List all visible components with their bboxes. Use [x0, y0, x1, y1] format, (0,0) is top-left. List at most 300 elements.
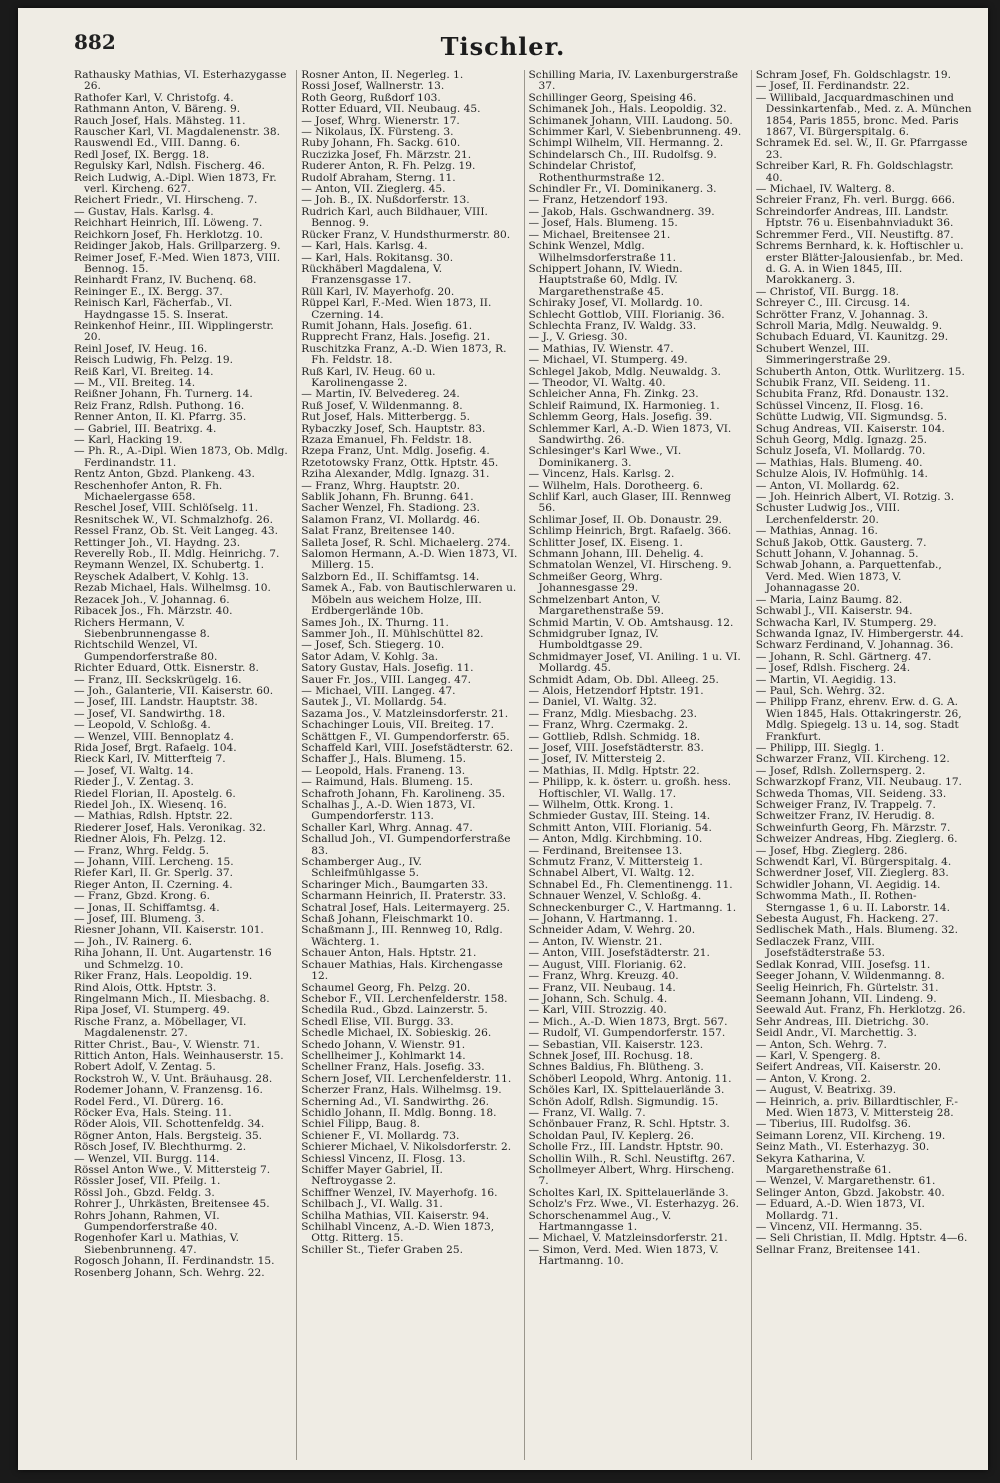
directory-entry: — Rudolf, VI. Gumpendorferstr. 157. — [528, 1027, 726, 1040]
directory-entry: Sammer Joh., II. Mühlschüttel 82. — [301, 627, 484, 640]
directory-entry: — Franz, VI. Wallg. 7. — [528, 1106, 646, 1119]
directory-entry: Schedle Michael, IX. Sobieskig. 26. — [301, 1027, 492, 1040]
directory-entry: Röder Alois, VII. Schottenfeldg. 34. — [74, 1118, 265, 1131]
directory-entry: — Anton, V. Krong. 2. — [755, 1072, 871, 1085]
directory-entry: Schippert Johann, IV. Wiedn. Hauptstraße 60, Mdlg. IV. Margarethenstraße 45. — [528, 262, 683, 298]
directory-entry: Schuh Georg, Mdlg. Ignazg. 25. — [755, 434, 928, 446]
directory-entry: Schütte Ludwig, VII. Sigmundsg. 5. — [755, 411, 948, 424]
directory-entry: — Mathias, II. Mdlg. Hptstr. 22. — [528, 764, 700, 777]
directory-entry: Rieck Karl, IV. Mitterfteig 7. — [74, 753, 226, 766]
directory-entry: Rzaza Emanuel, Fh. Feldstr. 18. — [301, 434, 472, 446]
directory-entry: Reißner Johann, Fh. Turnerg. 14. — [74, 388, 253, 401]
directory-entry: Regulsky Karl, Ndlsh. Fischerg. 46. — [74, 160, 265, 173]
directory-entry: Schuberth Anton, Ottk. Wurlitzerg. 15. — [755, 365, 965, 378]
directory-entry: Satory Gustav, Hals. Josefig. 11. — [301, 662, 474, 675]
directory-entry: Salamon Franz, VI. Mollardg. 46. — [301, 513, 481, 526]
directory-entry: Schwidler Johann, VI. Aegidig. 14. — [755, 878, 941, 891]
directory-entry: Schreiber Karl, R. Fh. Goldschlagstr. 40. — [755, 160, 954, 184]
directory-entry: Resnitschek W., VI. Schmalzhofg. 26. — [74, 513, 273, 526]
directory-entry: Schlimar Josef, II. Ob. Donaustr. 29. — [528, 513, 723, 526]
directory-entry: Schollmeyer Albert, Whrg. Hirscheng. 7. — [528, 1164, 735, 1188]
directory-entry: Sazama Jos., V. Matzleinsdorferstr. 21. — [301, 707, 509, 720]
directory-entry: Seifert Andreas, VII. Kaiserstr. 20. — [755, 1061, 941, 1074]
directory-entry: Ruczizka Josef, Fh. Märzstr. 21. — [301, 148, 472, 161]
directory-entry: — Michael, VIII. Langeg. 47. — [301, 684, 456, 697]
directory-entry: Schwanda Ignaz, IV. Himbergerstr. 44. — [755, 627, 964, 640]
directory-entry: Schern Josef, VII. Lerchenfelderstr. 11. — [301, 1072, 512, 1085]
directory-entry: — Paul, Sch. Wehrg. 32. — [755, 684, 885, 697]
directory-entry: Schutt Johann, V. Johannag. 5. — [755, 548, 919, 561]
directory-entry: Schauer Mathias, Hals. Kirchengasse 12. — [301, 958, 503, 983]
directory-entry: Schiffer Mayer Gabriel, II. Neftroygasse 2. — [301, 1164, 443, 1188]
directory-entry: Salomon Hermann, A.-D. Wien 1873, VI. Millerg. 15. — [301, 548, 518, 572]
directory-entry: Riha Johann, II. Unt. Augartenstr. 16 und Schmelzg. 10. — [74, 947, 272, 971]
directory-entry: Schimanek Joh., Hals. Leopoldig. 32. — [528, 103, 727, 116]
directory-entry: Richtschild Wenzel, VI. Gumpendorferstraße 80. — [74, 639, 218, 663]
directory-entry: Rosner Anton, II. Negerleg. 1. — [301, 70, 464, 81]
directory-entry: Schiffner Wenzel, IV. Mayerhofg. 16. — [301, 1186, 498, 1199]
directory-entry: — Wenzel, VII. Burgg. 114. — [74, 1152, 220, 1165]
directory-entry: Schmidt Adam, Ob. Dbl. Alleeg. 25. — [528, 673, 719, 686]
directory-entry: Riedel Florian, II. Apostelg. 6. — [74, 787, 236, 800]
directory-entry: Sedlischek Math., Hals. Blumeng. 32. — [755, 924, 959, 937]
directory-entry: — Franz, Hetzendorf 193. — [528, 194, 668, 207]
directory-entry: — Johann, Sch. Schulg. 4. — [528, 992, 668, 1005]
directory-entry: — Daniel, VI. Waltg. 32. — [528, 696, 657, 709]
directory-entry: — Anton, Sch. Wehrg. 7. — [755, 1038, 887, 1051]
directory-entry: — Wilhelm, Ottk. Krong. 1. — [528, 799, 674, 811]
directory-entry: — Anton, VI. Mollardg. 62. — [755, 479, 900, 492]
columns — [74, 70, 974, 1460]
directory-entry: — Joh. B., IX. Nußdorferstr. 13. — [301, 194, 470, 207]
directory-entry: Rodel Ferd., VI. Dürerg. 16. — [74, 1095, 224, 1108]
directory-entry: — Ferdinand, Breitensee 13. — [528, 844, 683, 857]
directory-entry: Schnes Baldius, Fh. Blütheng. 3. — [528, 1061, 704, 1074]
directory-entry: — Michael, V. Matzleinsdorferstr. 21. — [528, 1232, 728, 1245]
directory-entry: Reverelly Rob., II. Mdlg. Heinrichg. 7. — [74, 548, 280, 561]
directory-entry: Rumit Johann, Hals. Josefig. 61. — [301, 319, 473, 332]
directory-entry: Ruß Karl, IV. Heug. 60 u. Karolinengasse 2. — [301, 365, 436, 389]
directory-entry: — Josef, Hals. Blumeng. 15. — [528, 217, 678, 230]
directory-entry: Schaller Karl, Whrg. Annag. 47. — [301, 821, 473, 834]
directory-entry: Salzborn Ed., II. Schiffamtsg. 14. — [301, 570, 480, 583]
directory-entry: — Heinrich, a. priv. Billardtischler, F.-Med. Wien 1873, V. Mittersteig 28. — [755, 1095, 959, 1119]
directory-entry: Schlecht Gottlob, VIII. Florianig. 36. — [528, 308, 725, 321]
directory-entry: Riefer Karl, II. Gr. Sperlg. 37. — [74, 867, 233, 880]
directory-entry: Schellner Franz, Hals. Josefig. 33. — [301, 1061, 485, 1074]
directory-entry: Schiller St., Tiefer Graben 25. — [301, 1243, 464, 1256]
directory-entry: Schlitter Josef, IX. Eiseng. 1. — [528, 536, 683, 549]
directory-entry: Schmutz Franz, V. Mittersteig 1. — [528, 856, 703, 869]
directory-entry: Schwab Johann, a. Parquettenfab., Verd. Med. Wien 1873, V. Johannagasse 20. — [755, 559, 942, 595]
directory-entry: — Johann, V. Hartmanng. 1. — [528, 913, 678, 926]
directory-entry: Schmidgruber Ignaz, IV. Humboldtgasse 29. — [528, 627, 659, 652]
directory-entry: — Karl, Hals. Karlsg. 4. — [301, 240, 428, 253]
directory-entry: Reiß Karl, VI. Breiteg. 14. — [74, 365, 214, 378]
directory-entry: — Anton, Mdlg. Kirchbming. 10. — [528, 833, 703, 846]
directory-entry: Schneider Adam, V. Wehrg. 20. — [528, 924, 696, 937]
directory-entry: — Josef, IV. Mittersteig 2. — [528, 753, 666, 766]
directory-entry: — Anton, IV. Wienstr. 21. — [528, 935, 663, 948]
directory-entry: Rögner Anton, Hals. Bergsteig. 35. — [74, 1129, 263, 1142]
directory-entry: — Karl, V. Spengerg. 8. — [755, 1049, 881, 1062]
directory-entry: Röcker Eva, Hals. Steing. 11. — [74, 1106, 232, 1119]
directory-entry: Selinger Anton, Gbzd. Jakobstr. 40. — [755, 1186, 945, 1199]
directory-entry: Riederer Josef, Hals. Veronikag. 32. — [74, 821, 266, 834]
directory-entry: — Josef, Hbg. Zieglerg. 286. — [755, 844, 908, 857]
directory-entry: Reinkenhof Heinr., III. Wipplingerstr. 20. — [74, 319, 274, 344]
directory-entry: Schreindorfer Andreas, III. Landstr. Hptstr. 76 u. Eisenbahnviadukt 36. — [755, 205, 954, 230]
directory-entry: Schimpl Wilhelm, VII. Hermanng. 2. — [528, 137, 724, 150]
directory-entry: Schwarzer Franz, VII. Kircheng. 12. — [755, 753, 950, 766]
directory-entry: — Josef, Sch. Stiegerg. 10. — [301, 639, 445, 652]
directory-entry: Schink Wenzel, Mdlg. Wilhelmsdorferstraße 11. — [528, 240, 677, 264]
directory-entry: Reidinger Jakob, Hals. Grillparzerg. 9. — [74, 240, 281, 253]
directory-entry: Schlemmer Karl, A.-D. Wien 1873, VI. Sandwirthg. 26. — [528, 422, 732, 446]
directory-entry: — Franz, Gbzd. Krong. 6. — [74, 890, 210, 903]
directory-entry: Sator Adam, V. Kohlg. 3a. — [301, 650, 439, 663]
directory-entry: Schedl Elise, VII. Burgg. 33. — [301, 1015, 454, 1028]
directory-entry: — Josef, III. Blumeng. 3. — [74, 913, 205, 926]
directory-entry: Sebesta August, Fh. Hackeng. 27. — [755, 913, 939, 926]
directory-entry: Ruderer Anton, R. Fh. Pelzg. 19. — [301, 160, 476, 173]
column-3 — [524, 70, 747, 1460]
directory-entry: — Alois, Hetzendorf Hptstr. 191. — [528, 684, 704, 697]
directory-entry: Schön Adolf, Rdlsh. Sigmundig. 15. — [528, 1095, 719, 1108]
directory-entry: Sacher Wenzel, Fh. Stadiong. 23. — [301, 502, 480, 515]
directory-entry: Sellnar Franz, Breitensee 141. — [755, 1243, 921, 1256]
directory-entry: Redl Josef, IX. Bergg. 18. — [74, 148, 210, 161]
directory-entry: Reimer Josef, F.-Med. Wien 1873, VIII. Bennog. 15. — [74, 251, 281, 275]
directory-entry: Schwabl J., VII. Kaiserstr. 94. — [755, 605, 913, 618]
directory-entry: — Josef, Whrg. Wienerstr. 17. — [301, 114, 460, 127]
directory-entry: — Nikolaus, IX. Fürsteng. 3. — [301, 126, 454, 139]
directory-entry: Schollin Wilh., R. Schl. Neustiftg. 267. — [528, 1152, 736, 1165]
directory-entry: Schulz Josefa, VI. Mollardg. 70. — [755, 445, 926, 458]
directory-entry: — Joh. Heinrich Albert, VI. Rotzig. 3. — [755, 491, 955, 504]
directory-entry: Rauscher Karl, VI. Magdalenenstr. 38. — [74, 126, 281, 139]
directory-entry: Rössl Joh., Gbzd. Feldg. 3. — [74, 1186, 215, 1199]
directory-entry: — Jonas, II. Schiffamtsg. 4. — [74, 901, 220, 914]
directory-entry: Rogosch Johann, II. Ferdinandstr. 15. — [74, 1255, 275, 1268]
directory-entry: Rüppel Karl, F.-Med. Wien 1873, II. Czerning. 14. — [301, 297, 492, 321]
directory-entry: Schweitzer Franz, IV. Herudig. 8. — [755, 810, 935, 823]
directory-entry: Reschenhofer Anton, R. Fh. Michaelergasse 658. — [74, 479, 223, 504]
directory-entry: Schmieder Gustav, III. Steing. 14. — [528, 810, 711, 823]
directory-entry: — Simon, Verd. Med. Wien 1873, V. Hartmanng. 10. — [528, 1243, 719, 1268]
directory-entry: Ribacek Jos., Fh. Märzstr. 40. — [74, 605, 233, 618]
directory-entry: — Martin, VI. Aegidig. 13. — [755, 673, 897, 686]
directory-entry: Schindler Fr., VI. Dominikanerg. 3. — [528, 183, 717, 196]
directory-entry: — Franz, Whrg. Czermakg. 2. — [528, 719, 689, 732]
directory-entry: Schindelarsch Ch., III. Rudolfsg. 9. — [528, 148, 717, 161]
directory-entry: Seidl Andr., VI. Marchettig. 3. — [755, 1027, 917, 1040]
column-1 — [74, 70, 292, 1460]
directory-entry: Seewald Aut. Franz, Fh. Herklotzg. 26. — [755, 1004, 966, 1017]
directory-entry: Rücker Franz, V. Hundsthurmerstr. 80. — [301, 228, 511, 241]
directory-entry: Schug Andreas, VII. Kaiserstr. 104. — [755, 422, 945, 435]
directory-entry: Schmitt Anton, VIII. Florianig. 54. — [528, 821, 712, 834]
directory-entry: Schafroth Johann, Fh. Karolineng. 35. — [301, 787, 506, 800]
directory-entry: Schiessl Vincenz, II. Flosg. 13. — [301, 1152, 466, 1165]
directory-entry: Rathofer Karl, V. Christofg. 4. — [74, 91, 234, 104]
directory-entry: Schaßmann J., III. Rennweg 10, Rdlg. Wächterg. 1. — [301, 924, 503, 948]
directory-entry: Ruschitzka Franz, A.-D. Wien 1873, R. Fh. Feldstr. 18. — [301, 342, 507, 367]
directory-entry: — Franz, III. Seckskrügelg. 16. — [74, 673, 242, 686]
directory-entry: Robert Adolf, V. Zentag. 5. — [74, 1061, 216, 1074]
directory-entry: Schrems Bernhard, k. k. Hoftischler u. erster Blätter-Jalousienfab., br. Med. d. G. A. in Wien 1845, III. Marokkanerg. 3. — [755, 240, 964, 287]
directory-entry: Schmeißer Georg, Whrg. Johannesgasse 29. — [528, 570, 663, 595]
directory-entry: — Tiberius, III. Rudolfsg. 36. — [755, 1118, 912, 1131]
directory-entry: Schmann Johann, III. Dehelig. 4. — [528, 548, 704, 561]
directory-entry: — Eduard, A.-D. Wien 1873, VI. Mollardg. 71. — [755, 1198, 925, 1222]
directory-entry: Schleif Raimund, IX. Harmonieg. 1. — [528, 399, 720, 412]
directory-entry: — Mich., A.-D. Wien 1873, Brgt. 567. — [528, 1015, 728, 1028]
directory-entry: Schorschenammel Aug., V. Hartmanngasse 1. — [528, 1209, 672, 1234]
directory-entry: Seemann Johann, VII. Lindeng. 9. — [755, 992, 937, 1005]
directory-entry: Richers Hermann, V. Siebenbrunnengasse 8. — [74, 616, 210, 640]
directory-entry: — Gustav, Hals. Karlsg. 4. — [74, 205, 214, 218]
directory-entry: Schidlo Johann, II. Mdlg. Bonng. 18. — [301, 1106, 497, 1119]
directory-entry: Seimann Lorenz, VII. Kircheng. 19. — [755, 1129, 946, 1142]
directory-entry: Richter Eduard, Ottk. Eisnerstr. 8. — [74, 662, 259, 675]
directory-entry: Reschel Josef, VIII. Schlöſselg. 11. — [74, 502, 259, 515]
directory-entry: Rzetotowsky Franz, Ottk. Hptstr. 45. — [301, 456, 499, 469]
directory-entry: Schimmer Karl, V. Siebenbrunneng. 49. — [528, 126, 742, 139]
directory-entry: Schwomma Math., II. Rothen-Sterngasse 1, 6 u. II. Laborstr. 14. — [755, 890, 951, 914]
directory-entry: Scholtes Karl, IX. Spittelauerlände 3. — [528, 1186, 729, 1199]
directory-entry: — Sebastian, VII. Kaiserstr. 123. — [528, 1038, 704, 1051]
directory-entry: Rotter Eduard, VII. Neubaug. 45. — [301, 103, 481, 116]
directory-entry: Schwendt Karl, VI. Bürgerspitalg. 4. — [755, 856, 952, 869]
directory-entry: — Mathias, Rdlsh. Hptstr. 22. — [74, 810, 233, 823]
directory-entry: Reyschek Adalbert, V. Kohlg. 13. — [74, 570, 249, 583]
directory-entry: Schättgen F., VI. Gumpendorferstr. 65. — [301, 730, 510, 743]
directory-entry: — M., VII. Breiteg. 14. — [74, 376, 196, 389]
directory-entry: Schweda Thomas, VII. Seideng. 33. — [755, 787, 947, 800]
directory-entry: Schüssel Vincenz, II. Flosg. 16. — [755, 399, 924, 412]
directory-entry: — Mathias, Hals. Blumeng. 40. — [755, 456, 923, 469]
directory-entry: — Gabriel, III. Beatrixg. 4. — [74, 422, 217, 435]
directory-entry: Schalhas J., A.-D. Wien 1873, VI. Gumpendorferstr. 113. — [301, 799, 476, 823]
directory-entry: Schedila Rud., Gbzd. Lainzerstr. 5. — [301, 1004, 488, 1017]
directory-entry: Rische Franz, a. Möbellager, VI. Magdalenenstr. 27. — [74, 1015, 247, 1040]
directory-entry: Schweiger Franz, IV. Trappelg. 7. — [755, 799, 936, 811]
directory-entry: — Michael, Breitensee 21. — [528, 228, 671, 241]
directory-entry: — Joh., Galanterie, VII. Kaiserstr. 60. — [74, 684, 274, 697]
directory-entry: — Wenzel, VIII. Bennoplatz 4. — [74, 730, 234, 743]
directory-entry: Seeger Johann, V. Wildenmanng. 8. — [755, 970, 945, 983]
directory-entry: Schlif Karl, auch Glaser, III. Rennweg 56. — [528, 491, 732, 515]
directory-entry: Schubik Franz, VII. Seideng. 11. — [755, 376, 931, 389]
directory-entry: Schrötter Franz, V. Johannag. 3. — [755, 308, 929, 321]
directory-entry: — Willibald, Jacquardmaschinen und Dessinkartenfab., Med. z. A. München 1854, Paris 1855, bronc. Med. Paris 1867, VI. Bürgerspitalg. 6. — [755, 91, 972, 139]
directory-entry: Schweizer Andreas, Hbg. Zieglerg. 6. — [755, 833, 958, 846]
directory-entry: Schaß Johann, Fleischmarkt 10. — [301, 913, 474, 926]
directory-entry: Sames Joh., IX. Thurng. 11. — [301, 616, 449, 629]
directory-entry: Rind Alois, Ottk. Hptstr. 3. — [74, 981, 217, 994]
directory-entry: — Josef, VI. Sandwirthg. 18. — [74, 707, 226, 720]
directory-entry: Rodemer Johann, V. Franzensg. 16. — [74, 1084, 263, 1097]
directory-entry: Schaffeld Karl, VIII. Josefstädterstr. 62. — [301, 741, 514, 754]
directory-entry: — Josef, II. Ferdinandstr. 22. — [755, 80, 910, 93]
directory-entry: — Josef, III. Landstr. Hauptstr. 38. — [74, 696, 258, 709]
directory-entry: Reichkorn Josef, Fh. Herklotzg. 10. — [74, 228, 263, 241]
directory-entry: Rieger Anton, II. Czerning. 4. — [74, 878, 233, 891]
directory-entry: — Franz, Whrg. Kreuzg. 40. — [528, 970, 679, 983]
directory-entry: Reiz Franz, Rdlsh. Puthong. 16. — [74, 399, 245, 412]
directory-entry: Ruß Josef, V. Wildenmanng. 8. — [301, 399, 463, 412]
directory-entry: Reichhart Heinrich, III. Löweng. 7. — [74, 217, 263, 230]
directory-entry: Schiel Filipp, Baug. 8. — [301, 1118, 421, 1131]
directory-entry: Schuster Ludwig Jos., VIII. Lerchenfelderstr. 20. — [755, 502, 900, 526]
directory-entry: Riedner Alois, Fh. Pelzg. 12. — [74, 833, 227, 846]
directory-entry: Reymann Wenzel, IX. Schubertg. 1. — [74, 559, 264, 572]
directory-entry: Schilha Mathias, VII. Kaiserstr. 94. — [301, 1209, 489, 1222]
directory-entry: Schweinfurth Georg, Fh. Märzstr. 7. — [755, 821, 951, 834]
directory-entry: Schilbach J., VI. Wallg. 31. — [301, 1198, 443, 1211]
directory-entry: Schlegel Jakob, Mdlg. Neuwaldg. 3. — [528, 365, 721, 378]
directory-entry: Schilling Maria, IV. Laxenburgerstraße 37. — [528, 70, 739, 93]
directory-entry: Sauer Fr. Jos., VIII. Langeg. 47. — [301, 673, 472, 686]
directory-entry: Roth Georg, Rußdorf 103. — [301, 91, 441, 104]
directory-entry: Schnabel Ed., Fh. Clementinengg. 11. — [528, 878, 733, 891]
directory-entry: Scharinger Mich., Baumgarten 33. — [301, 878, 489, 891]
directory-entry: Rezacek Joh., V. Johannag. 6. — [74, 593, 230, 606]
directory-entry: — Leopold, Hals. Franeng. 13. — [301, 764, 466, 777]
directory-entry: — Anton, VIII. Josefstädterstr. 21. — [528, 947, 710, 960]
directory-entry: Schlesinger's Karl Wwe., VI. Dominikanerg. 3. — [528, 445, 682, 469]
directory-entry: Schreier Franz, Fh. verl. Burgg. 666. — [755, 194, 955, 207]
directory-entry: Sablik Johann, Fh. Brunng. 641. — [301, 491, 474, 504]
directory-entry: Rogenhofer Karl u. Mathias, V. Siebenbrunneng. 47. — [74, 1232, 239, 1256]
directory-entry: Schlemm Georg, Hals. Josefig. 39. — [528, 411, 713, 424]
page-number: 882 — [74, 30, 116, 54]
directory-entry: Schwarz Ferdinand, V. Johannag. 36. — [755, 639, 954, 652]
directory-entry: Schillinger Georg, Speising 46. — [528, 91, 697, 104]
directory-entry: Rudrich Karl, auch Bildhauer, VIII. Bennog. 9. — [301, 205, 488, 230]
directory-entry: — August, VIII. Florianig. 62. — [528, 958, 687, 971]
directory-entry: — Wenzel, V. Margarethenstr. 61. — [755, 1175, 936, 1188]
directory-entry: Rentz Anton, Gbzd. Plankeng. 43. — [74, 468, 255, 481]
directory-entry: Schmid Martin, V. Ob. Amtshausg. 12. — [528, 616, 734, 629]
directory-entry: Schimanek Johann, VIII. Laudong. 50. — [528, 114, 733, 127]
directory-entry: Schulze Alois, IV. Hofmühlg. 14. — [755, 468, 928, 481]
directory-entry: — Franz, VII. Neubaug. 14. — [528, 981, 676, 994]
directory-entry: Rössler Josef, VII. Pfeilg. 1. — [74, 1175, 221, 1188]
directory-entry: Sedlaczek Franz, VIII. Josefstädterstraße 53. — [755, 935, 886, 960]
directory-entry: Rüll Karl, IV. Mayerhofg. 20. — [301, 285, 455, 298]
directory-entry: — August, V. Beatrixg. 39. — [755, 1084, 897, 1097]
page-title: Tischler. — [440, 32, 566, 61]
directory-entry: — Mathias, Annag. 16. — [755, 525, 878, 538]
directory-entry: Rziha Alexander, Mdlg. Ignazg. 31. — [301, 468, 490, 481]
directory-entry: Scholle Frz., III. Landstr. Hptstr. 90. — [528, 1141, 724, 1154]
directory-entry: Reich Ludwig, A.-Dipl. Wien 1873, Fr. verl. Kircheng. 627. — [74, 171, 277, 196]
directory-entry: — Karl, Hals. Rokitansg. 30. — [301, 251, 454, 264]
directory-entry: Schubach Eduard, VI. Kaunitzg. 29. — [755, 331, 949, 344]
directory-entry: Sedlak Konrad, VIII. Josefsg. 11. — [755, 958, 931, 971]
directory-entry: Samek A., Fab. von Bautischlerwaren u. Möbeln aus weichem Holze, III. Erdbergerlände 10b. — [301, 582, 517, 618]
directory-entry: Schlechta Franz, IV. Waldg. 33. — [528, 319, 697, 332]
directory-entry: — Theodor, VI. Waltg. 40. — [528, 376, 666, 389]
directory-entry: Rezab Michael, Hals. Wilhelmsg. 10. — [74, 582, 271, 595]
directory-entry: Schnauer Wenzel, V. Schloßg. 4. — [528, 890, 702, 903]
directory-entry: — Josef, Rdlsh. Zollernsperg. 2. — [755, 764, 926, 777]
directory-entry: Ruby Johann, Fh. Sackg. 610. — [301, 137, 461, 150]
directory-entry: — Josef, VI. Waltg. 14. — [74, 764, 194, 777]
directory-entry: Schmatolan Wenzel, VI. Hirscheng. 9. — [528, 559, 732, 572]
directory-entry: — Franz, Whrg. Feldg. 5. — [74, 844, 209, 857]
directory-entry: Ressel Franz, Ob. St. Veit Langeg. 43. — [74, 525, 279, 538]
directory-entry: Rut Josef, Hals. Mitterbergg. 5. — [301, 411, 470, 424]
directory-entry: Rosenberg Johann, Sch. Wehrg. 22. — [74, 1266, 265, 1279]
directory-entry: Rohrs Johann, Rahmen, VI. Gumpendorferstraße 40. — [74, 1209, 220, 1234]
directory-entry: Schauer Anton, Hals. Hptstr. 21. — [301, 947, 477, 960]
directory-entry: Reinl Josef, IV. Heug. 16. — [74, 342, 208, 355]
directory-entry: Reinisch Karl, Fächerfab., VI. Haydngasse 15. S. Inserat. — [74, 297, 233, 321]
directory-entry: Schedo Johann, V. Wienstr. 91. — [301, 1038, 466, 1051]
directory-entry: — Gottlieb, Rdlsh. Schmidg. 18. — [528, 730, 701, 743]
directory-entry: Schlimp Heinrich, Brgt. Rafaelg. 366. — [528, 525, 732, 538]
directory-entry: Ritter Christ., Bau-, V. Wienstr. 71. — [74, 1038, 260, 1051]
column-4 — [751, 70, 974, 1460]
directory-entry: Schubert Wenzel, III. Simmeringerstraße 29. — [755, 342, 891, 367]
directory-entry: Schremmer Ferd., VII. Neustiftg. 87. — [755, 228, 954, 241]
directory-entry: — Leopold, V. Schloßg. 4. — [74, 719, 211, 732]
directory-entry: Seinz Math., VI. Esterhazyg. 30. — [755, 1141, 930, 1154]
directory-entry: Salleta Josef, R. Schl. Michaelerg. 274. — [301, 536, 511, 549]
directory-entry: Reichert Friedr., VI. Hirscheng. 7. — [74, 194, 258, 207]
directory-entry: Schleicher Anna, Fh. Zinkg. 23. — [528, 388, 699, 401]
directory-entry: Sekyra Katharina, V. Margarethenstraße 61. — [755, 1152, 892, 1176]
directory-entry: Schmidmayer Josef, VI. Aniling. 1 u. VI. Mollardg. 45. — [528, 650, 741, 675]
directory-entry: — Vincenz, Hals. Karlsg. 2. — [528, 468, 675, 481]
directory-entry: Sautek J., VI. Mollardg. 54. — [301, 696, 447, 709]
directory-entry: Rieder J., V. Zentag. 3. — [74, 776, 194, 789]
directory-entry: Rockstroh W., V. Unt. Bräuhausg. 28. — [74, 1072, 273, 1085]
directory-entry: Rittich Anton, Hals. Weinhauserstr. 15. — [74, 1049, 284, 1062]
directory-entry: Schellheimer J., Kohlmarkt 14. — [301, 1049, 466, 1062]
directory-entry: Reininger E., IX. Bergg. 37. — [74, 285, 223, 298]
directory-entry: Schöles Karl, IX. Spittelauerlände 3. — [528, 1084, 725, 1097]
directory-entry: — Josef, Rdlsh. Fischerg. 24. — [755, 662, 911, 675]
directory-entry: — Franz, Mdlg. Miesbachg. 23. — [528, 707, 698, 720]
directory-entry: Schubita Franz, Rfd. Donaustr. 132. — [755, 388, 949, 401]
directory-entry: Schachinger Louis, VII. Breiteg. 17. — [301, 719, 494, 732]
directory-entry: Scholdan Paul, IV. Keplerg. 26. — [528, 1129, 694, 1142]
directory-entry: — Philipp Franz, ehrenv. Erw. d. G. A. Wien 1845, Hals. Ottakringerstr. 26, Mdlg. Spiegelg. 13 u. 14, sog. Stadt Frankfurt. — [755, 696, 962, 743]
directory-entry: Rudolf Abraham, Sterng. 11. — [301, 171, 456, 184]
directory-entry: Schwarzkopf Franz, VII. Neubaug. 17. — [755, 776, 962, 789]
directory-entry: Rossi Josef, Wallnerstr. 13. — [301, 80, 445, 93]
directory-entry: — Martin, IV. Belvedereg. 24. — [301, 388, 460, 401]
directory-entry: — Jakob, Hals. Gschwandnerg. 39. — [528, 205, 715, 218]
directory-entry: Schnek Josef, III. Rochusg. 18. — [528, 1049, 694, 1062]
directory-entry: Rathmann Anton, V. Bäreng. 9. — [74, 103, 241, 116]
directory-entry: Schiener F., VI. Mollardg. 73. — [301, 1129, 460, 1142]
directory-entry: Rössel Anton Wwe., V. Mittersteig 7. — [74, 1164, 271, 1176]
directory-entry: Schneckenburger C., V. Hartmanng. 1. — [528, 901, 737, 914]
directory-entry: Rathausky Mathias, VI. Esterhazygasse 26. — [74, 70, 287, 93]
directory-page — [18, 8, 988, 1470]
directory-entry: Rohrer J., Uhrkästen, Breitensee 45. — [74, 1198, 270, 1211]
directory-entry: — Joh., IV. Rainerg. 6. — [74, 935, 192, 948]
directory-entry: Schamberger Aug., IV. Schleifmühlgasse 5. — [301, 856, 422, 880]
directory-entry: — Johann, R. Schl. Gärtnerg. 47. — [755, 650, 932, 663]
directory-entry: Schebor F., VII. Lerchenfelderstr. 158. — [301, 992, 508, 1005]
column-2 — [296, 70, 519, 1460]
